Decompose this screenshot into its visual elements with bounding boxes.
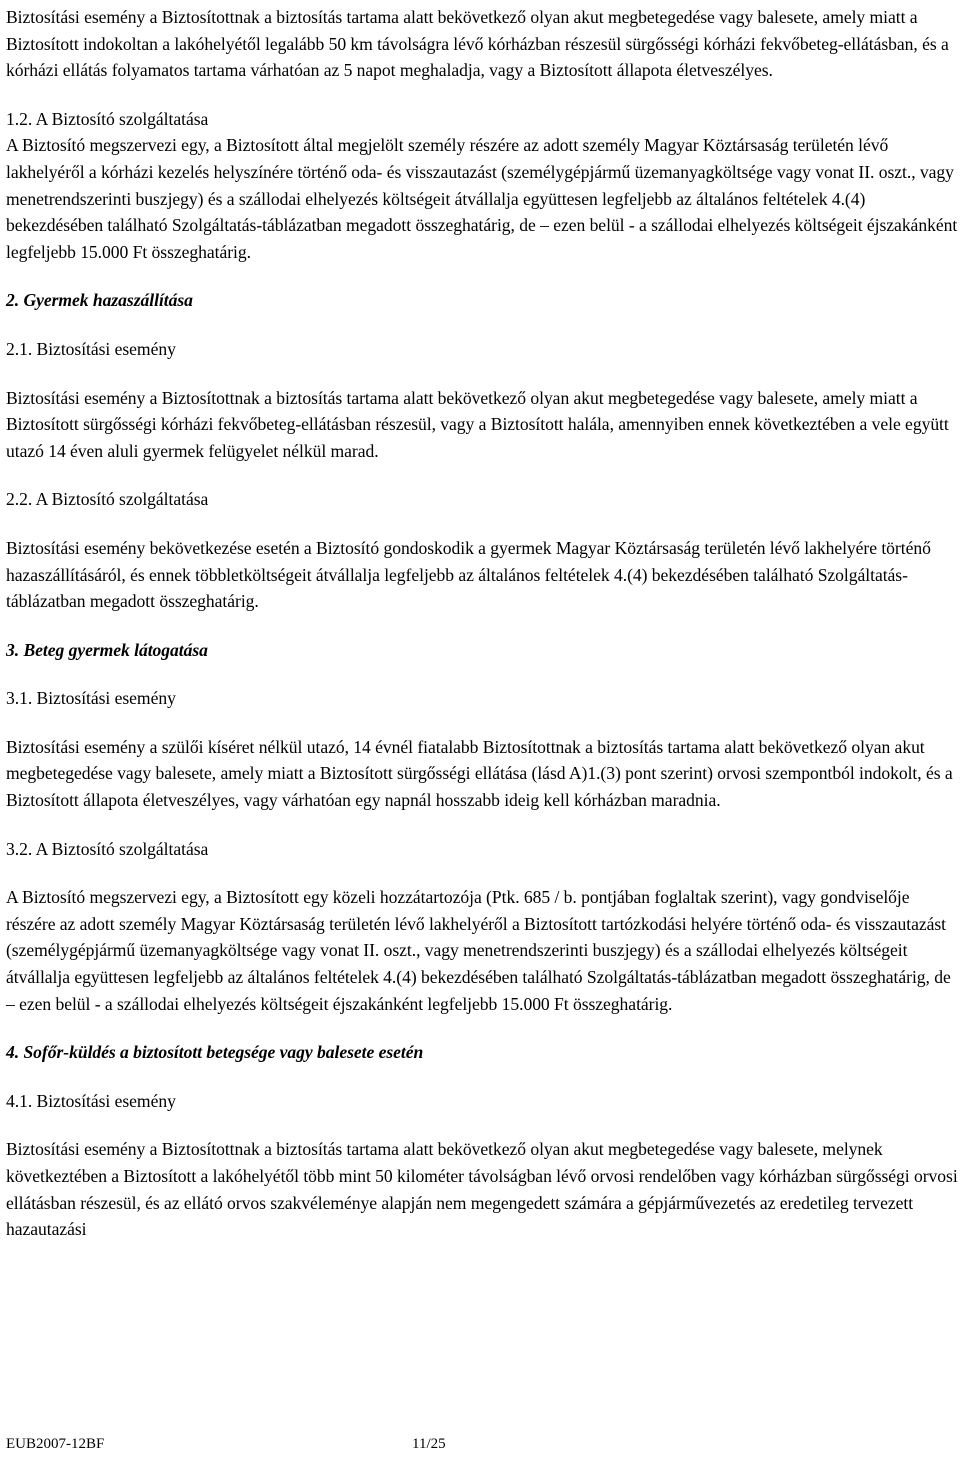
paragraph-3-2: A Biztosító megszervezi egy, a Biztosított egy közeli hozzátartozója (Ptk. 685 / b. pontjában foglaltak szerint), vagy gondviselője részére az adott személy Magyar Köztársaság területén lévő lakhelyéről a Biztosított tartózkodási helyére történő oda- és visszautazást (személygépjármű üzemanyagköltsége vagy vonat II. oszt., vagy menetrendszerinti buszjegy) és a szállodai elhelyezés költségeit átvállalja együttesen legfeljebb az általános feltételek 4.(4) bekezdésében található Szolgáltatás-táblázatban megadott összeghatárig, de – ezen belül - a szállodai elhelyezés költségeit éjszakánként legfeljebb 15.000 Ft összeghatárig. <box>6 887 951 1014</box>
section-heading-3-2: 3.2. A Biztosító szolgáltatása <box>6 838 209 859</box>
paragraph-intro: Biztosítási esemény a Biztosítottnak a biztosítás tartama alatt bekövetkező olyan akut megbetegedése vagy balesete, amely miatt a Biztosított indokoltan a lakóhelyétől legalább 50 km távolságra lévő kórházban részesül sürgősségi kórházi fekvőbeteg-ellátásban, és a kórházi ellátás folyamatos tartama várhatóan az 5 napot meghaladja, vagy a Biztosított állapota életveszélyes. <box>6 7 949 81</box>
paragraph-1-2: A Biztosító megszervezi egy, a Biztosított által megjelölt személy részére az adott személy Magyar Köztársaság területén lévő lakhelyéről a kórházi kezelés helyszínére történő oda- és visszautazást (személygépjármű üzemanyagköltsége vagy vonat II. oszt., vagy menetrendszerinti buszjegy) és a szállodai elhelyezés költségeit átvállalja együttesen legfeljebb az általános feltételek 4.(4) bekezdésében található Szolgáltatás-táblázatban megadott összeghatárig, de – ezen belül - a szállodai elhelyezés költségeit éjszakánként legfeljebb 15.000 Ft összeghatárig. <box>6 135 958 262</box>
paragraph-3-1: Biztosítási esemény a szülői kíséret nélkül utazó, 14 évnél fiatalabb Biztosítottnak a biztosítás tartama alatt bekövetkező olyan akut megbetegedése vagy balesete, amely miatt a Biztosított sürgősségi ellátása (lásd A)1.(3) pont szerint) orvosi szempontból indokolt, és a Biztosított állapota életveszélyes, vagy várhatóan egy napnál hosszabb ideig kell kórházban maradnia. <box>6 736 953 811</box>
section-heading-1-2: 1.2. A Biztosító szolgáltatása <box>6 108 209 129</box>
section-heading-4-1: 4.1. Biztosítási esemény <box>6 1090 176 1111</box>
chapter-heading-2: 2. Gyermek hazaszállítása <box>6 290 193 311</box>
section-heading-2-2: 2.2. A Biztosító szolgáltatása <box>6 489 209 510</box>
chapter-heading-4: 4. Sofőr-küldés a biztosított betegsége vagy balesete esetén <box>6 1042 424 1063</box>
section-heading-2-1: 2.1. Biztosítási esemény <box>6 338 176 359</box>
paragraph-4-1: Biztosítási esemény a Biztosítottnak a biztosítás tartama alatt bekövetkező olyan akut megbetegedése vagy balesete, melynek következtében a Biztosított a lakóhelyétől több mint 50 kilométer távolságban lévő orvosi rendelőben vagy kórházban sürgősségi orvosi ellátásban részesül, és az ellátó orvos szakvéleménye alapján nem megengedett számára a gépjárművezetés az eredetileg tervezett hazautazási <box>6 1139 958 1240</box>
section-heading-3-1: 3.1. Biztosítási esemény <box>6 688 176 709</box>
paragraph-2-1: Biztosítási esemény a Biztosítottnak a biztosítás tartama alatt bekövetkező olyan akut megbetegedése vagy balesete, amely miatt a Biztosított sürgősségi kórházi fekvőbeteg-ellátásban részesül, vagy a Biztosított halála, amennyiben ennek következtében a vele együtt utazó 14 éven aluli gyermek felügyelet nélkül marad. <box>6 387 949 461</box>
document-page <box>6 4 958 1243</box>
paragraph-2-2: Biztosítási esemény bekövetkezése esetén a Biztosító gondoskodik a gyermek Magyar Köztársaság területén lévő lakhelyére történő hazaszállításáról, és ennek többletköltségeit átvállalja legfeljebb az általános feltételek 4.(4) bekezdésében található Szolgáltatás-táblázatban megadott összeghatárig. <box>6 537 931 612</box>
document-id: EUB2007-12BF <box>6 1436 105 1452</box>
page-number: 11/25 <box>412 1436 446 1452</box>
chapter-heading-3: 3. Beteg gyermek látogatása <box>6 639 208 660</box>
